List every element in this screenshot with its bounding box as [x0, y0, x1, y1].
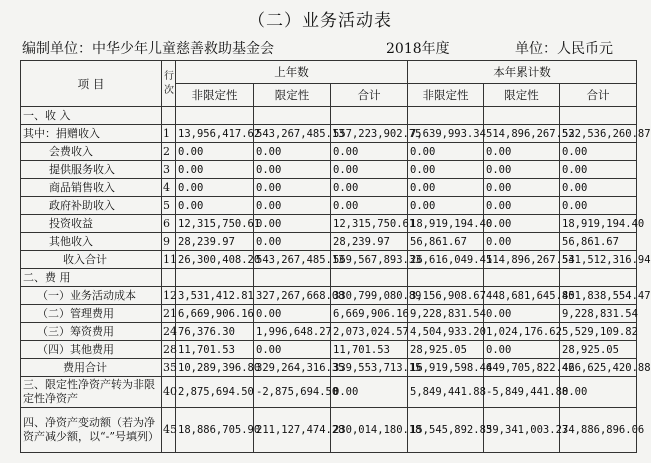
- table-row: 会费收入 2 0.00 0.00 0.00 0.00 0.00 0.00: [21, 143, 637, 161]
- row-label: （四）其他费用: [21, 341, 162, 359]
- table-row: [21, 107, 637, 125]
- header-line: 行次: [162, 61, 176, 107]
- table-row: （一）业务活动成本 12 3,531,412.81 327,267,668.08 330,799,080.89 3,156,908.67 448,681,645.80 451,838,554.47: [21, 287, 637, 305]
- row-label: （二）管理费用: [21, 305, 162, 323]
- header-prev-year: 上年数: [176, 61, 408, 84]
- header-cur-total: 合计: [560, 84, 637, 107]
- unit-label: 单位：人民币元: [515, 41, 613, 57]
- row-label: 其中：捐赠收入: [21, 125, 162, 143]
- table-row: （三）筹资费用 24 76,376.30 1,996,648.27 2,073,024.57 4,504,933.20 1,024,176.62 5,529,109.82: [21, 323, 637, 341]
- table-row: 商品销售收入 4 0.00 0.00 0.00 0.00 0.00 0.00: [21, 179, 637, 197]
- row-label: 一、收 入: [21, 107, 162, 125]
- row-label: 二、费 用: [21, 269, 162, 287]
- row-label: 收入合计: [21, 251, 162, 269]
- row-label: 商品销售收入: [21, 179, 162, 197]
- row-label: 投资收益: [21, 215, 162, 233]
- row-label: （一）业务活动成本: [21, 287, 162, 305]
- header-prev-unrestricted: 非限定性: [176, 84, 254, 107]
- row-label: 提供服务收入: [21, 161, 162, 179]
- activity-table: [20, 60, 651, 453]
- table-row: （二）管理费用 21 6,669,906.16 0.00 6,669,906.16 9,228,831.54 0.00 9,228,831.54: [21, 305, 637, 323]
- table-row: 投资收益 6 12,315,750.61 0.00 12,315,750.61 18,919,194.40 0.00 18,919,194.40: [21, 215, 637, 233]
- header-prev-restricted: 限定性: [254, 84, 331, 107]
- page-title: （二）业务活动表: [248, 11, 392, 31]
- table-row: 收入合计 11 26,300,408.20 543,267,485.13 569,567,893.33 26,616,049.41 514,896,267.53 541,512,316.94: [21, 251, 637, 269]
- table-row: 提供服务收入 3 0.00 0.00 0.00 0.00 0.00 0.00: [21, 161, 637, 179]
- header-prev-total: 合计: [331, 84, 408, 107]
- org-label: 编制单位：中华少年儿童慈善救助基金会: [22, 41, 274, 57]
- table-row: 费用合计 35 10,289,396.80 329,264,316.35 339,553,713.15 16,919,598.46 449,705,822.42 466,625,420.88: [21, 359, 637, 377]
- row-label: 其他收入: [21, 233, 162, 251]
- table-row: 其中：捐赠收入 1 13,956,417.62 543,267,485.13 557,223,902.75 7,639,993.34 514,896,267.53 522,536,260.87: [21, 125, 637, 143]
- row-label: 三、限定性净资产转为非限定性净资产: [21, 377, 162, 408]
- table-row: [21, 269, 637, 287]
- header-cur-year: 本年累计数: [408, 61, 637, 84]
- table-row: （四）其他费用 28 11,701.53 0.00 11,701.53 28,925.05 0.00 28,925.05: [21, 341, 637, 359]
- row-label: 政府补助收入: [21, 197, 162, 215]
- row-label: 费用合计: [21, 359, 162, 377]
- row-label: 会费收入: [21, 143, 162, 161]
- header-cur-restricted: 限定性: [484, 84, 560, 107]
- header-item: 项 目: [21, 61, 162, 107]
- table-row: 政府补助收入 5 0.00 0.00 0.00 0.00 0.00 0.00: [21, 197, 637, 215]
- year-label: 2018年度: [386, 41, 450, 57]
- header-cur-unrestricted: 非限定性: [408, 84, 484, 107]
- table-row: 三、限定性净资产转为非限定性净资产 40 2,875,694.50 -2,875,694.50 0.00 5,849,441.88 -5,849,441.88 0.00: [21, 377, 637, 408]
- row-label: （三）筹资费用: [21, 323, 162, 341]
- table-row: 四、净资产变动额（若为净资产减少额，以“-”号填列） 45 18,886,705.90 211,127,474.28 230,014,180.18 15,545,892.83 59,341,003.23 74,886,896.06: [21, 408, 637, 453]
- table-row: 其他收入 9 28,239.97 0.00 28,239.97 56,861.67 0.00 56,861.67: [21, 233, 637, 251]
- row-label: 四、净资产变动额（若为净资产减少额，以“-”号填列）: [21, 408, 162, 453]
